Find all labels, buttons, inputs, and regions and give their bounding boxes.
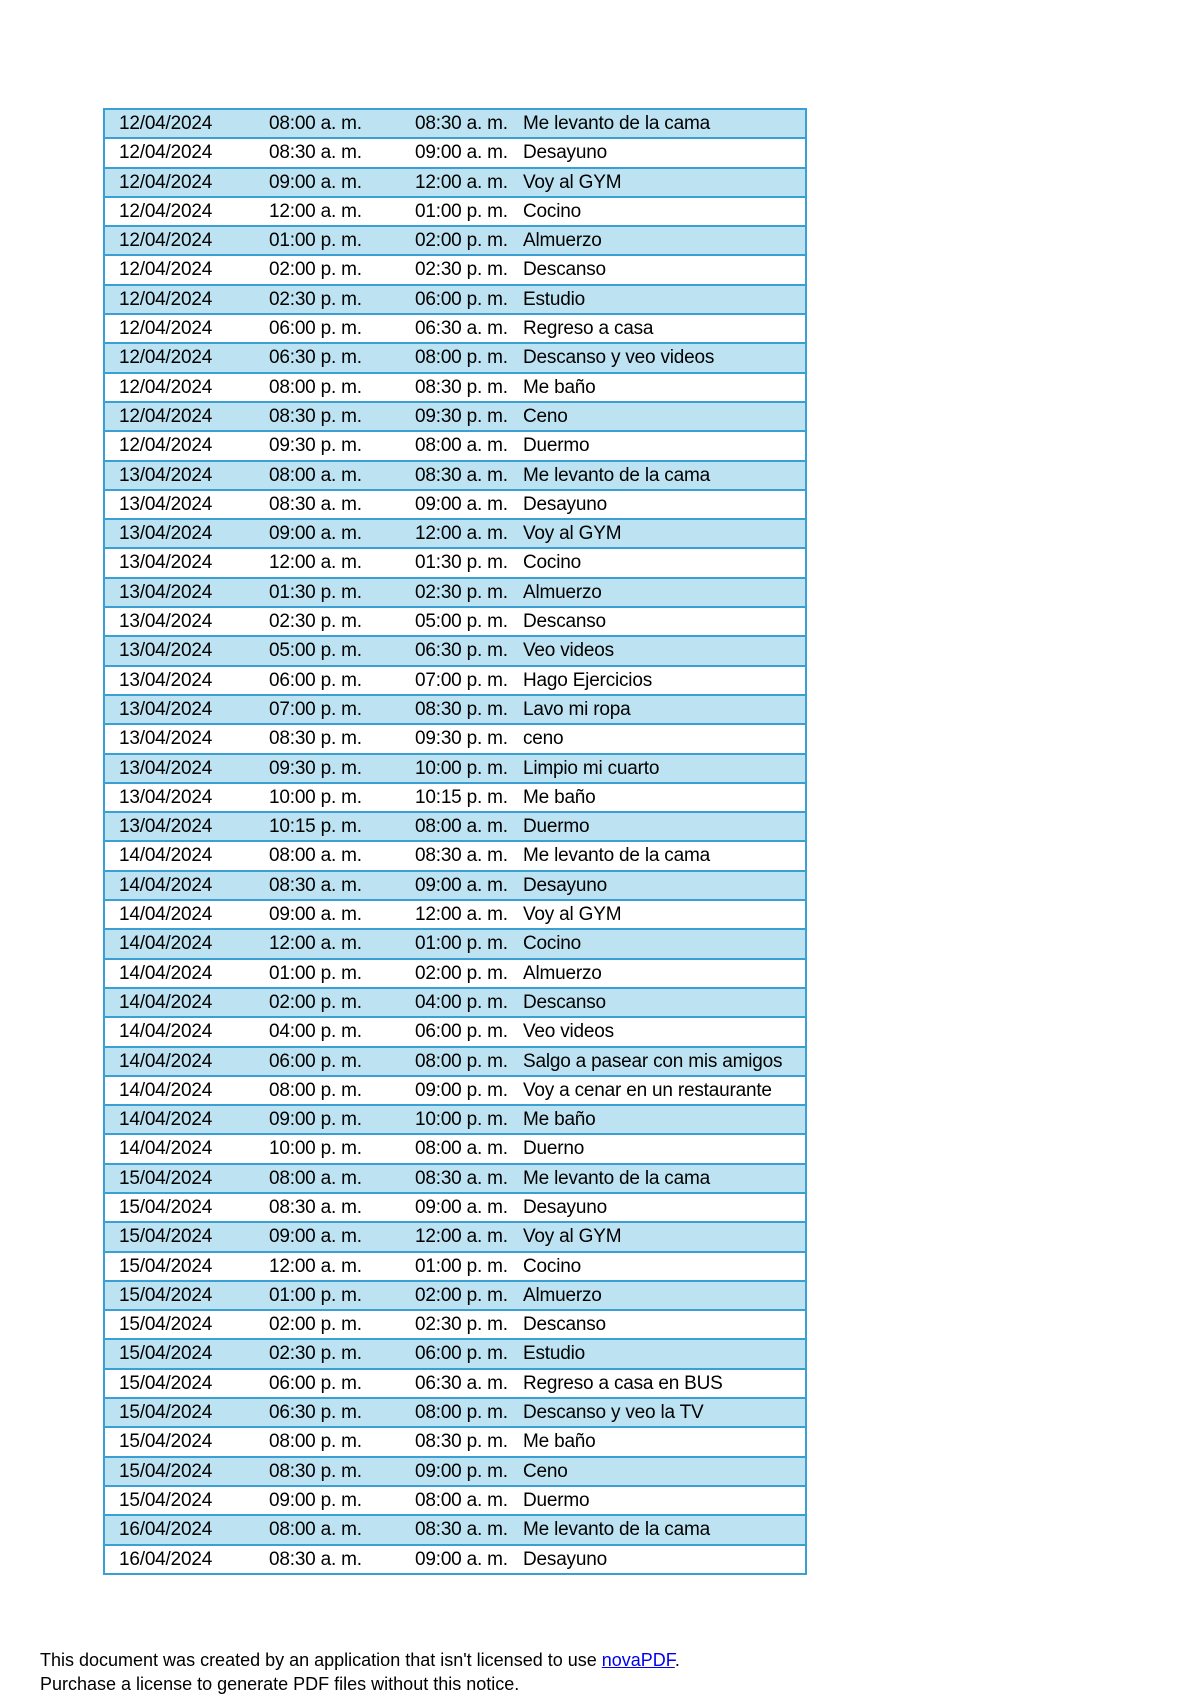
end-time-cell: 06:00 p. m.: [415, 1017, 523, 1046]
start-time-cell: 08:00 p. m.: [269, 1427, 415, 1456]
start-time-cell: 09:00 p. m.: [269, 1486, 415, 1515]
start-time-cell: 10:00 p. m.: [269, 783, 415, 812]
date-cell: 13/04/2024: [104, 548, 269, 577]
start-time-cell: 08:30 p. m.: [269, 402, 415, 431]
activity-cell: Ceno: [523, 1457, 806, 1486]
table-row: [104, 1252, 806, 1281]
end-time-cell: 06:30 a. m.: [415, 314, 523, 343]
table-row: [104, 255, 806, 284]
end-time-cell: 10:00 p. m.: [415, 754, 523, 783]
end-time-cell: 08:30 p. m.: [415, 1427, 523, 1456]
activity-cell: Me levanto de la cama: [523, 109, 806, 138]
activity-cell: Veo videos: [523, 636, 806, 665]
activity-cell: Almuerzo: [523, 578, 806, 607]
end-time-cell: 02:30 p. m.: [415, 1310, 523, 1339]
end-time-cell: 01:00 p. m.: [415, 1252, 523, 1281]
activity-cell: Me baño: [523, 1105, 806, 1134]
license-notice-period: .: [674, 1650, 680, 1670]
start-time-cell: 12:00 a. m.: [269, 1252, 415, 1281]
end-time-cell: 08:00 p. m.: [415, 1398, 523, 1427]
activity-cell: Almuerzo: [523, 959, 806, 988]
table-row: [104, 666, 806, 695]
end-time-cell: 02:00 p. m.: [415, 1281, 523, 1310]
start-time-cell: 08:00 a. m.: [269, 841, 415, 870]
table-row: [104, 1164, 806, 1193]
date-cell: 13/04/2024: [104, 636, 269, 665]
start-time-cell: 08:00 a. m.: [269, 461, 415, 490]
date-cell: 14/04/2024: [104, 959, 269, 988]
end-time-cell: 09:00 p. m.: [415, 1076, 523, 1105]
date-cell: 14/04/2024: [104, 900, 269, 929]
date-cell: 16/04/2024: [104, 1515, 269, 1544]
activity-cell: Desayuno: [523, 138, 806, 167]
end-time-cell: 08:30 p. m.: [415, 695, 523, 724]
table-row: [104, 548, 806, 577]
start-time-cell: 06:30 p. m.: [269, 1398, 415, 1427]
start-time-cell: 06:00 p. m.: [269, 666, 415, 695]
table-row: [104, 1281, 806, 1310]
end-time-cell: 01:00 p. m.: [415, 929, 523, 958]
start-time-cell: 08:30 a. m.: [269, 871, 415, 900]
date-cell: 15/04/2024: [104, 1486, 269, 1515]
activity-cell: Cocino: [523, 1252, 806, 1281]
table-row: [104, 285, 806, 314]
start-time-cell: 07:00 p. m.: [269, 695, 415, 724]
date-cell: 12/04/2024: [104, 109, 269, 138]
date-cell: 16/04/2024: [104, 1545, 269, 1574]
table-row: [104, 519, 806, 548]
activity-cell: Descanso y veo la TV: [523, 1398, 806, 1427]
start-time-cell: 08:30 a. m.: [269, 490, 415, 519]
date-cell: 12/04/2024: [104, 168, 269, 197]
end-time-cell: 05:00 p. m.: [415, 607, 523, 636]
date-cell: 13/04/2024: [104, 461, 269, 490]
start-time-cell: 09:00 a. m.: [269, 900, 415, 929]
table-row: [104, 783, 806, 812]
end-time-cell: 09:00 a. m.: [415, 1545, 523, 1574]
start-time-cell: 01:00 p. m.: [269, 1281, 415, 1310]
start-time-cell: 12:00 a. m.: [269, 929, 415, 958]
date-cell: 14/04/2024: [104, 988, 269, 1017]
end-time-cell: 07:00 p. m.: [415, 666, 523, 695]
date-cell: 15/04/2024: [104, 1281, 269, 1310]
end-time-cell: 08:30 a. m.: [415, 1164, 523, 1193]
end-time-cell: 02:30 p. m.: [415, 255, 523, 284]
table-row: [104, 1105, 806, 1134]
start-time-cell: 09:30 p. m.: [269, 754, 415, 783]
date-cell: 15/04/2024: [104, 1339, 269, 1368]
date-cell: 12/04/2024: [104, 255, 269, 284]
table-row: [104, 1545, 806, 1574]
activity-cell: Almuerzo: [523, 226, 806, 255]
table-row: [104, 871, 806, 900]
date-cell: 15/04/2024: [104, 1427, 269, 1456]
table-row: [104, 636, 806, 665]
start-time-cell: 02:30 p. m.: [269, 285, 415, 314]
date-cell: 12/04/2024: [104, 285, 269, 314]
start-time-cell: 08:30 a. m.: [269, 1545, 415, 1574]
activity-cell: Desayuno: [523, 1545, 806, 1574]
activity-cell: ceno: [523, 724, 806, 753]
table-row: [104, 812, 806, 841]
table-row: [104, 138, 806, 167]
start-time-cell: 06:30 p. m.: [269, 343, 415, 372]
start-time-cell: 08:30 a. m.: [269, 1193, 415, 1222]
date-cell: 12/04/2024: [104, 138, 269, 167]
end-time-cell: 12:00 a. m.: [415, 168, 523, 197]
end-time-cell: 06:30 a. m.: [415, 1369, 523, 1398]
end-time-cell: 04:00 p. m.: [415, 988, 523, 1017]
end-time-cell: 08:00 a. m.: [415, 1486, 523, 1515]
table-row: [104, 1076, 806, 1105]
date-cell: 14/04/2024: [104, 1076, 269, 1105]
table-row: [104, 314, 806, 343]
table-row: [104, 1457, 806, 1486]
activity-cell: Veo videos: [523, 1017, 806, 1046]
table-row: [104, 578, 806, 607]
start-time-cell: 08:00 a. m.: [269, 1164, 415, 1193]
activity-cell: Hago Ejercicios: [523, 666, 806, 695]
end-time-cell: 09:00 a. m.: [415, 871, 523, 900]
end-time-cell: 10:15 p. m.: [415, 783, 523, 812]
table-row: [104, 1047, 806, 1076]
license-notice-text: This document was created by an application that isn't licensed to use: [40, 1650, 602, 1670]
start-time-cell: 08:00 a. m.: [269, 1515, 415, 1544]
activity-cell: Regreso a casa: [523, 314, 806, 343]
table-row: [104, 695, 806, 724]
end-time-cell: 01:00 p. m.: [415, 197, 523, 226]
start-time-cell: 08:00 p. m.: [269, 1076, 415, 1105]
table-row: [104, 343, 806, 372]
activity-cell: Almuerzo: [523, 1281, 806, 1310]
start-time-cell: 06:00 p. m.: [269, 1369, 415, 1398]
license-notice: [40, 1648, 680, 1696]
activity-cell: Duermo: [523, 431, 806, 460]
table-row: [104, 402, 806, 431]
date-cell: 15/04/2024: [104, 1369, 269, 1398]
table-row: [104, 1134, 806, 1163]
start-time-cell: 12:00 a. m.: [269, 197, 415, 226]
start-time-cell: 08:30 a. m.: [269, 138, 415, 167]
activity-cell: Desayuno: [523, 490, 806, 519]
end-time-cell: 08:30 a. m.: [415, 109, 523, 138]
date-cell: 15/04/2024: [104, 1222, 269, 1251]
activity-cell: Me levanto de la cama: [523, 841, 806, 870]
end-time-cell: 08:00 p. m.: [415, 343, 523, 372]
date-cell: 15/04/2024: [104, 1457, 269, 1486]
end-time-cell: 08:30 p. m.: [415, 373, 523, 402]
activity-cell: Duermo: [523, 1486, 806, 1515]
end-time-cell: 08:30 a. m.: [415, 841, 523, 870]
start-time-cell: 05:00 p. m.: [269, 636, 415, 665]
date-cell: 13/04/2024: [104, 607, 269, 636]
start-time-cell: 08:00 a. m.: [269, 109, 415, 138]
date-cell: 15/04/2024: [104, 1310, 269, 1339]
activity-cell: Me levanto de la cama: [523, 1164, 806, 1193]
activity-cell: Me baño: [523, 783, 806, 812]
activity-cell: Descanso: [523, 607, 806, 636]
table-row: [104, 1427, 806, 1456]
table-row: [104, 724, 806, 753]
table-row: [104, 988, 806, 1017]
end-time-cell: 09:00 a. m.: [415, 490, 523, 519]
date-cell: 12/04/2024: [104, 343, 269, 372]
date-cell: 12/04/2024: [104, 226, 269, 255]
end-time-cell: 10:00 p. m.: [415, 1105, 523, 1134]
end-time-cell: 02:00 p. m.: [415, 226, 523, 255]
table-row: [104, 841, 806, 870]
table-row: [104, 168, 806, 197]
activity-cell: Voy al GYM: [523, 519, 806, 548]
activity-cell: Desayuno: [523, 1193, 806, 1222]
activity-cell: Regreso a casa en BUS: [523, 1369, 806, 1398]
license-notice-line-1: [40, 1648, 680, 1672]
table-row: [104, 431, 806, 460]
end-time-cell: 08:00 a. m.: [415, 812, 523, 841]
date-cell: 15/04/2024: [104, 1252, 269, 1281]
start-time-cell: 09:00 a. m.: [269, 168, 415, 197]
activity-cell: Descanso: [523, 1310, 806, 1339]
table-row: [104, 1017, 806, 1046]
end-time-cell: 08:00 a. m.: [415, 431, 523, 460]
activity-cell: Cocino: [523, 548, 806, 577]
end-time-cell: 09:00 a. m.: [415, 1193, 523, 1222]
start-time-cell: 06:00 p. m.: [269, 1047, 415, 1076]
date-cell: 12/04/2024: [104, 431, 269, 460]
end-time-cell: 12:00 a. m.: [415, 900, 523, 929]
end-time-cell: 02:30 p. m.: [415, 578, 523, 607]
activity-cell: Lavo mi ropa: [523, 695, 806, 724]
date-cell: 14/04/2024: [104, 929, 269, 958]
date-cell: 13/04/2024: [104, 666, 269, 695]
start-time-cell: 09:00 p. m.: [269, 1105, 415, 1134]
start-time-cell: 02:00 p. m.: [269, 1310, 415, 1339]
end-time-cell: 09:30 p. m.: [415, 724, 523, 753]
end-time-cell: 01:30 p. m.: [415, 548, 523, 577]
table-row: [104, 1369, 806, 1398]
table-row: [104, 1193, 806, 1222]
start-time-cell: 09:30 p. m.: [269, 431, 415, 460]
date-cell: 13/04/2024: [104, 519, 269, 548]
table-row: [104, 490, 806, 519]
end-time-cell: 08:00 a. m.: [415, 1134, 523, 1163]
start-time-cell: 04:00 p. m.: [269, 1017, 415, 1046]
activity-cell: Descanso y veo videos: [523, 343, 806, 372]
start-time-cell: 01:30 p. m.: [269, 578, 415, 607]
date-cell: 15/04/2024: [104, 1193, 269, 1222]
date-cell: 13/04/2024: [104, 490, 269, 519]
start-time-cell: 12:00 a. m.: [269, 548, 415, 577]
activity-cell: Me baño: [523, 1427, 806, 1456]
date-cell: 12/04/2024: [104, 402, 269, 431]
start-time-cell: 01:00 p. m.: [269, 959, 415, 988]
start-time-cell: 02:00 p. m.: [269, 988, 415, 1017]
table-row: [104, 226, 806, 255]
start-time-cell: 08:30 p. m.: [269, 1457, 415, 1486]
date-cell: 12/04/2024: [104, 197, 269, 226]
end-time-cell: 06:00 p. m.: [415, 285, 523, 314]
table-row: [104, 1486, 806, 1515]
activity-cell: Cocino: [523, 197, 806, 226]
end-time-cell: 12:00 a. m.: [415, 519, 523, 548]
start-time-cell: 08:30 p. m.: [269, 724, 415, 753]
table-row: [104, 1515, 806, 1544]
date-cell: 13/04/2024: [104, 783, 269, 812]
activity-cell: Cocino: [523, 929, 806, 958]
activity-cell: Voy al GYM: [523, 900, 806, 929]
date-cell: 14/04/2024: [104, 1134, 269, 1163]
start-time-cell: 06:00 p. m.: [269, 314, 415, 343]
activity-cell: Duerno: [523, 1134, 806, 1163]
table-row: [104, 1398, 806, 1427]
table-row: [104, 1222, 806, 1251]
activity-cell: Voy al GYM: [523, 1222, 806, 1251]
date-cell: 12/04/2024: [104, 314, 269, 343]
activity-cell: Estudio: [523, 285, 806, 314]
start-time-cell: 10:00 p. m.: [269, 1134, 415, 1163]
activity-cell: Me levanto de la cama: [523, 461, 806, 490]
activity-cell: Estudio: [523, 1339, 806, 1368]
end-time-cell: 02:00 p. m.: [415, 959, 523, 988]
date-cell: 13/04/2024: [104, 724, 269, 753]
table-row: [104, 900, 806, 929]
date-cell: 12/04/2024: [104, 373, 269, 402]
activity-cell: Salgo a pasear con mis amigos: [523, 1047, 806, 1076]
table-row: [104, 1310, 806, 1339]
date-cell: 13/04/2024: [104, 695, 269, 724]
activity-cell: Descanso: [523, 255, 806, 284]
table-row: [104, 1339, 806, 1368]
date-cell: 13/04/2024: [104, 578, 269, 607]
end-time-cell: 08:00 p. m.: [415, 1047, 523, 1076]
license-notice-line-2: Purchase a license to generate PDF files without this notice.: [40, 1674, 520, 1694]
novapdf-link[interactable]: novaPDF: [601, 1650, 675, 1670]
end-time-cell: 06:30 p. m.: [415, 636, 523, 665]
date-cell: 14/04/2024: [104, 1105, 269, 1134]
start-time-cell: 09:00 a. m.: [269, 1222, 415, 1251]
date-cell: 14/04/2024: [104, 841, 269, 870]
table-row: [104, 754, 806, 783]
table-row: [104, 929, 806, 958]
start-time-cell: 02:30 p. m.: [269, 607, 415, 636]
end-time-cell: 09:30 p. m.: [415, 402, 523, 431]
start-time-cell: 09:00 a. m.: [269, 519, 415, 548]
end-time-cell: 12:00 a. m.: [415, 1222, 523, 1251]
date-cell: 13/04/2024: [104, 754, 269, 783]
end-time-cell: 06:00 p. m.: [415, 1339, 523, 1368]
end-time-cell: 08:30 a. m.: [415, 1515, 523, 1544]
activity-cell: Me levanto de la cama: [523, 1515, 806, 1544]
activity-cell: Ceno: [523, 402, 806, 431]
activity-cell: Voy a cenar en un restaurante: [523, 1076, 806, 1105]
activity-cell: Descanso: [523, 988, 806, 1017]
end-time-cell: 09:00 p. m.: [415, 1457, 523, 1486]
date-cell: 14/04/2024: [104, 871, 269, 900]
start-time-cell: 02:00 p. m.: [269, 255, 415, 284]
start-time-cell: 08:00 p. m.: [269, 373, 415, 402]
activity-cell: Desayuno: [523, 871, 806, 900]
activity-cell: Limpio mi cuarto: [523, 754, 806, 783]
date-cell: 15/04/2024: [104, 1398, 269, 1427]
date-cell: 13/04/2024: [104, 812, 269, 841]
schedule-table: [103, 108, 807, 1575]
start-time-cell: 01:00 p. m.: [269, 226, 415, 255]
activity-cell: Duermo: [523, 812, 806, 841]
date-cell: 14/04/2024: [104, 1017, 269, 1046]
activity-cell: Voy al GYM: [523, 168, 806, 197]
activity-cell: Me baño: [523, 373, 806, 402]
table-row: [104, 607, 806, 636]
end-time-cell: 08:30 a. m.: [415, 461, 523, 490]
date-cell: 14/04/2024: [104, 1047, 269, 1076]
table-row: [104, 959, 806, 988]
table-row: [104, 197, 806, 226]
start-time-cell: 10:15 p. m.: [269, 812, 415, 841]
end-time-cell: 09:00 a. m.: [415, 138, 523, 167]
start-time-cell: 02:30 p. m.: [269, 1339, 415, 1368]
date-cell: 15/04/2024: [104, 1164, 269, 1193]
table-row: [104, 461, 806, 490]
table-row: [104, 109, 806, 138]
schedule-body: [104, 109, 806, 1574]
table-row: [104, 373, 806, 402]
